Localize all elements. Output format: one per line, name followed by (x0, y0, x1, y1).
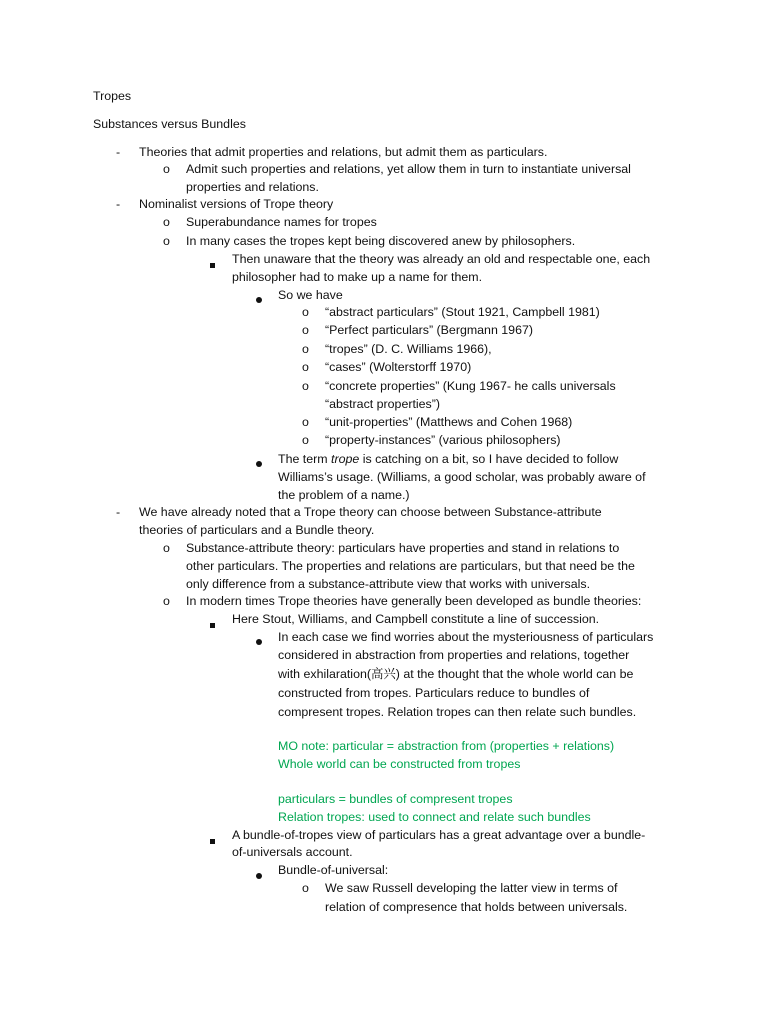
text-segment: The term (278, 452, 332, 466)
text-line: “cases” (Wolterstorff 1970) (325, 360, 472, 374)
dot-bullet (256, 290, 262, 308)
dash-bullet: - (116, 145, 121, 159)
circle-bullet: o (302, 342, 309, 356)
text-line: A bundle-of-tropes view of particulars has a great advantage over a bundle- (232, 828, 646, 842)
circle-bullet: o (163, 594, 170, 608)
text-line: Substance-attribute theory: particulars have properties and stand in relations to (186, 541, 620, 555)
text-line: Here Stout, Williams, and Campbell constitute a line of succession. (232, 612, 600, 626)
circle-bullet: o (302, 323, 309, 337)
note-line: MO note: particular = abstraction from (properties + relations) (278, 739, 615, 753)
text-line: philosopher had to make up a name for them. (232, 270, 483, 284)
square-bullet (210, 831, 215, 849)
text-line: “unit-properties” (Matthews and Cohen 1968) (325, 415, 573, 429)
italic-term: trope (331, 452, 360, 466)
text-line: other particulars. The properties and relations are particulars, but that need be the (186, 559, 635, 573)
text-line: of-universals account. (232, 845, 353, 859)
text-line: Williams’s usage. (Williams, a good scholar, was probably aware of (278, 470, 646, 484)
square-bullet (210, 615, 215, 633)
text-line: Bundle-of-universal: (278, 863, 389, 877)
circle-bullet: o (302, 360, 309, 374)
text-line: In modern times Trope theories have generally been developed as bundle theories: (186, 594, 642, 608)
text-line: relation of compresence that holds between universals. (325, 900, 628, 914)
text-line: Admit such properties and relations, yet allow them in turn to instantiate universal (186, 162, 631, 176)
text-line (278, 450, 618, 468)
circle-bullet: o (163, 234, 170, 248)
text-line: constructed from tropes. Particulars reduce to bundles of (278, 686, 590, 700)
text-line: Theories that admit properties and relations, but admit them as particulars. (139, 145, 548, 159)
text-segment: is catching on a bit, so I have decided to follow (359, 452, 619, 466)
note-line: Relation tropes: used to connect and relate such bundles (278, 810, 591, 824)
text-line: In each case we find worries about the mysteriousness of particulars (278, 630, 654, 644)
text-line: considered in abstraction from properties and relations, together (278, 648, 630, 662)
note-line: particulars = bundles of compresent tropes (278, 792, 513, 806)
text-line: “concrete properties” (Kung 1967- he calls universals (325, 379, 616, 393)
circle-bullet: o (302, 305, 309, 319)
circle-bullet: o (302, 433, 309, 447)
text-line: only difference from a substance-attribute view that works with universals. (186, 577, 591, 591)
text-line: We saw Russell developing the latter view in terms of (325, 881, 618, 895)
text-line: Superabundance names for tropes (186, 215, 377, 229)
text-line: “abstract properties”) (325, 397, 440, 411)
text-line: “tropes” (D. C. Williams 1966), (325, 342, 492, 356)
text-line: with exhilaration(高兴) at the thought that the whole world can be (278, 667, 634, 681)
text-line: Then unaware that the theory was already an old and respectable one, each (232, 252, 651, 266)
text-line: compresent tropes. Relation tropes can then relate such bundles. (278, 705, 637, 719)
text-line: So we have (278, 288, 343, 302)
doc-subtitle: Substances versus Bundles (93, 117, 246, 131)
doc-title: Tropes (93, 89, 132, 103)
circle-bullet: o (163, 162, 170, 176)
dash-bullet: - (116, 505, 121, 519)
note-line: Whole world can be constructed from tropes (278, 757, 521, 771)
text-line: “property-instances” (various philosophers) (325, 433, 561, 447)
dot-bullet (256, 632, 262, 650)
circle-bullet: o (163, 215, 170, 229)
text-line: theories of particulars and a Bundle theory. (139, 523, 375, 537)
dash-bullet: - (116, 197, 121, 211)
circle-bullet: o (302, 415, 309, 429)
circle-bullet: o (163, 541, 170, 555)
dot-bullet (256, 866, 262, 884)
text-line: “Perfect particulars” (Bergmann 1967) (325, 323, 533, 337)
text-line: We have already noted that a Trope theory can choose between Substance-attribute (139, 505, 602, 519)
text-line: In many cases the tropes kept being discovered anew by philosophers. (186, 234, 576, 248)
dot-bullet (256, 454, 262, 472)
square-bullet (210, 255, 215, 273)
text-line: properties and relations. (186, 180, 319, 194)
text-line: “abstract particulars” (Stout 1921, Campbell 1981) (325, 305, 600, 319)
circle-bullet: o (302, 881, 309, 895)
circle-bullet: o (302, 379, 309, 393)
text-line: the problem of a name.) (278, 488, 410, 502)
text-line: Nominalist versions of Trope theory (139, 197, 334, 211)
